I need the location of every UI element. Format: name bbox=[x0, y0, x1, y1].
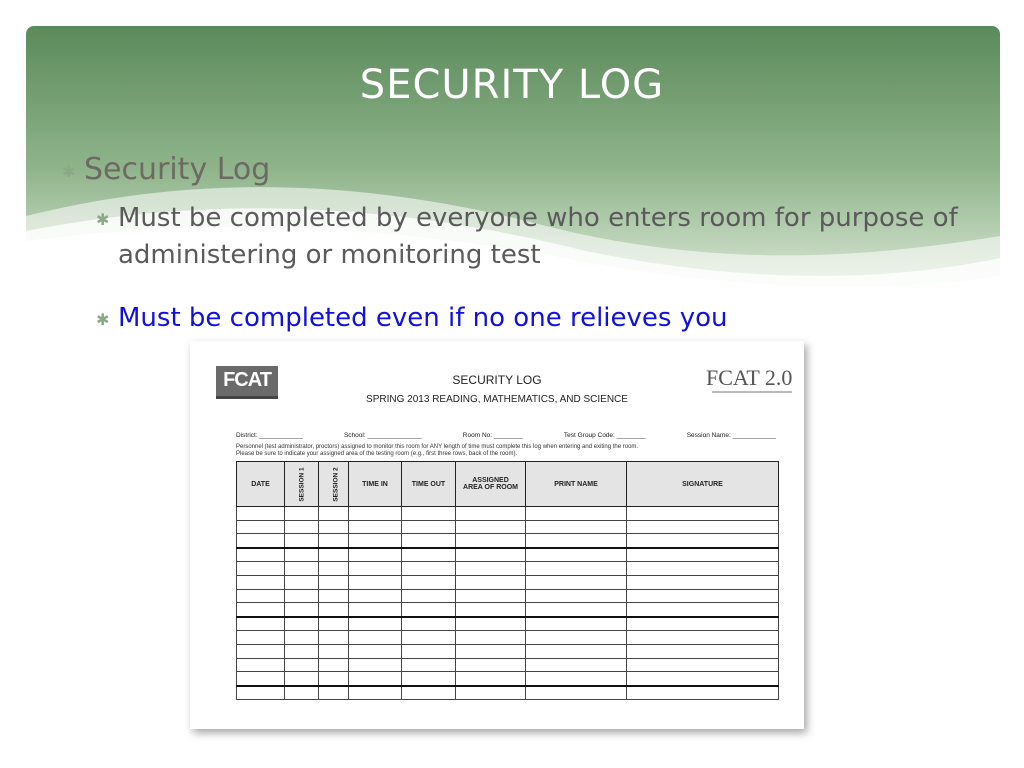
table-cell bbox=[402, 617, 456, 631]
form-note: Please be sure to indicate your assigned area of the testing room (e.g., first three rows, back of the room). bbox=[236, 451, 518, 457]
table-cell bbox=[285, 603, 319, 617]
bullet-text: Security Log bbox=[84, 152, 271, 187]
column-header-time-out: TIME OUT bbox=[402, 462, 456, 507]
school-field: School: _______________ bbox=[343, 432, 422, 439]
table-cell bbox=[627, 562, 779, 576]
table-row bbox=[237, 562, 779, 576]
table-cell bbox=[456, 534, 526, 548]
table-cell bbox=[526, 589, 627, 603]
table-cell bbox=[456, 658, 526, 672]
table-cell bbox=[237, 644, 285, 658]
table-cell bbox=[526, 672, 627, 686]
table-cell bbox=[237, 534, 285, 548]
table-cell bbox=[349, 617, 402, 631]
table-cell bbox=[627, 548, 779, 562]
district-field: District: ____________ bbox=[236, 432, 303, 439]
table-cell bbox=[349, 589, 402, 603]
table-cell bbox=[456, 589, 526, 603]
table-cell bbox=[285, 644, 319, 658]
table-cell bbox=[526, 534, 627, 548]
table-row bbox=[237, 658, 779, 672]
table-cell bbox=[402, 575, 456, 589]
table-row bbox=[237, 686, 779, 700]
table-cell bbox=[456, 548, 526, 562]
table-cell bbox=[319, 686, 349, 700]
table-row bbox=[237, 644, 779, 658]
table-cell bbox=[627, 631, 779, 645]
table-cell bbox=[627, 507, 779, 521]
table-cell bbox=[319, 644, 349, 658]
table-cell bbox=[526, 507, 627, 521]
table-cell bbox=[526, 631, 627, 645]
column-header-date: DATE bbox=[237, 462, 285, 507]
table-cell bbox=[402, 658, 456, 672]
bullet-level2-highlight bbox=[96, 300, 976, 337]
table-cell bbox=[526, 617, 627, 631]
column-header-session2: SESSION 2 bbox=[319, 462, 349, 507]
table-cell bbox=[526, 658, 627, 672]
table-cell bbox=[349, 534, 402, 548]
table-cell bbox=[627, 589, 779, 603]
form-note: Personnel (test administrator, proctors) assigned to monitor this room for ANY length of time must complete this log when entering and exiting the room. bbox=[236, 444, 639, 450]
table-cell bbox=[456, 644, 526, 658]
table-cell bbox=[285, 658, 319, 672]
table-cell bbox=[627, 603, 779, 617]
table-cell bbox=[237, 658, 285, 672]
table-cell bbox=[402, 520, 456, 534]
slide-title: SECURITY LOG bbox=[359, 62, 665, 108]
asterisk-bullet-icon: ✱ bbox=[62, 162, 76, 181]
table-cell bbox=[627, 617, 779, 631]
table-cell bbox=[349, 507, 402, 521]
table-row bbox=[237, 589, 779, 603]
table-cell bbox=[627, 686, 779, 700]
table-cell bbox=[402, 534, 456, 548]
table-cell bbox=[319, 534, 349, 548]
table-cell bbox=[349, 658, 402, 672]
form-info-fields bbox=[236, 432, 776, 439]
table-cell bbox=[526, 562, 627, 576]
column-header-signature: SIGNATURE bbox=[627, 462, 779, 507]
table-cell bbox=[456, 575, 526, 589]
table-cell bbox=[285, 672, 319, 686]
table-cell bbox=[237, 631, 285, 645]
table-cell bbox=[285, 520, 319, 534]
table-cell bbox=[402, 644, 456, 658]
table-cell bbox=[285, 617, 319, 631]
table-cell bbox=[456, 631, 526, 645]
log-table bbox=[236, 461, 779, 700]
table-cell bbox=[349, 686, 402, 700]
table-cell bbox=[627, 520, 779, 534]
bullet-level2 bbox=[96, 200, 976, 274]
table-cell bbox=[349, 672, 402, 686]
table-cell bbox=[319, 603, 349, 617]
table-cell bbox=[319, 507, 349, 521]
table-cell bbox=[526, 548, 627, 562]
table-cell bbox=[319, 617, 349, 631]
table-cell bbox=[456, 507, 526, 521]
table-cell bbox=[349, 520, 402, 534]
table-cell bbox=[456, 603, 526, 617]
asterisk-bullet-icon: ✱ bbox=[96, 310, 110, 329]
table-cell bbox=[627, 658, 779, 672]
table-row bbox=[237, 507, 779, 521]
column-header-print-name: PRINT NAME bbox=[526, 462, 627, 507]
table-cell bbox=[349, 631, 402, 645]
table-cell bbox=[237, 686, 285, 700]
table-cell bbox=[627, 672, 779, 686]
table-cell bbox=[456, 520, 526, 534]
asterisk-bullet-icon: ✱ bbox=[96, 210, 110, 229]
security-log-form-image bbox=[190, 341, 804, 729]
table-cell bbox=[402, 672, 456, 686]
table-cell bbox=[237, 520, 285, 534]
form-subtitle: SPRING 2013 READING, MATHEMATICS, AND SCIENCE bbox=[366, 394, 628, 405]
table-cell bbox=[285, 575, 319, 589]
table-cell bbox=[319, 520, 349, 534]
table-cell bbox=[319, 658, 349, 672]
table-cell bbox=[402, 686, 456, 700]
table-cell bbox=[456, 686, 526, 700]
table-cell bbox=[402, 631, 456, 645]
table-cell bbox=[319, 631, 349, 645]
column-header-session1: SESSION 1 bbox=[285, 462, 319, 507]
table-cell bbox=[237, 672, 285, 686]
table-cell bbox=[349, 603, 402, 617]
table-cell bbox=[456, 562, 526, 576]
table-cell bbox=[319, 548, 349, 562]
table-cell bbox=[349, 562, 402, 576]
form-title: SECURITY LOG bbox=[452, 373, 542, 387]
table-cell bbox=[526, 575, 627, 589]
table-cell bbox=[319, 562, 349, 576]
table-row bbox=[237, 575, 779, 589]
column-header-assigned-area: ASSIGNED AREA OF ROOM bbox=[456, 462, 526, 507]
table-cell bbox=[285, 507, 319, 521]
table-row bbox=[237, 617, 779, 631]
table-cell bbox=[349, 548, 402, 562]
table-cell bbox=[456, 672, 526, 686]
table-cell bbox=[402, 548, 456, 562]
table-cell bbox=[627, 534, 779, 548]
test-group-field: Test Group Code: ________ bbox=[563, 432, 646, 439]
table-cell bbox=[526, 603, 627, 617]
room-field: Room No: ________ bbox=[462, 432, 523, 439]
table-cell bbox=[237, 617, 285, 631]
log-table-body bbox=[237, 507, 779, 700]
table-cell bbox=[285, 589, 319, 603]
table-cell bbox=[237, 562, 285, 576]
bullet-level1 bbox=[62, 152, 270, 187]
table-cell bbox=[237, 548, 285, 562]
table-cell bbox=[237, 575, 285, 589]
table-cell bbox=[402, 562, 456, 576]
table-cell bbox=[285, 534, 319, 548]
fcat-logo: FCAT bbox=[216, 366, 278, 396]
table-cell bbox=[402, 589, 456, 603]
table-cell bbox=[526, 644, 627, 658]
table-cell bbox=[319, 575, 349, 589]
table-cell bbox=[319, 672, 349, 686]
table-cell bbox=[285, 686, 319, 700]
table-row bbox=[237, 548, 779, 562]
table-row bbox=[237, 520, 779, 534]
fcat2-logo: FCAT 2.0 bbox=[706, 365, 793, 390]
table-cell bbox=[526, 520, 627, 534]
table-cell bbox=[402, 507, 456, 521]
table-cell bbox=[627, 644, 779, 658]
table-header-row bbox=[237, 462, 779, 507]
table-cell bbox=[349, 644, 402, 658]
bullet-text: Must be completed by everyone who enters room for purpose of administering or monitoring test bbox=[118, 203, 958, 270]
table-cell bbox=[285, 548, 319, 562]
table-cell bbox=[627, 575, 779, 589]
session-name-field: Session Name: ____________ bbox=[686, 432, 776, 439]
table-cell bbox=[456, 617, 526, 631]
table-cell bbox=[402, 603, 456, 617]
table-cell bbox=[349, 575, 402, 589]
table-cell bbox=[237, 507, 285, 521]
table-cell bbox=[526, 686, 627, 700]
table-cell bbox=[285, 631, 319, 645]
column-header-time-in: TIME IN bbox=[349, 462, 402, 507]
table-row bbox=[237, 534, 779, 548]
table-row bbox=[237, 672, 779, 686]
table-cell bbox=[237, 603, 285, 617]
table-cell bbox=[237, 589, 285, 603]
table-cell bbox=[319, 589, 349, 603]
table-row bbox=[237, 603, 779, 617]
fcat2-logo-underline bbox=[712, 391, 792, 393]
table-cell bbox=[285, 562, 319, 576]
table-row bbox=[237, 631, 779, 645]
bullet-text: Must be completed even if no one relieves you bbox=[118, 303, 728, 333]
